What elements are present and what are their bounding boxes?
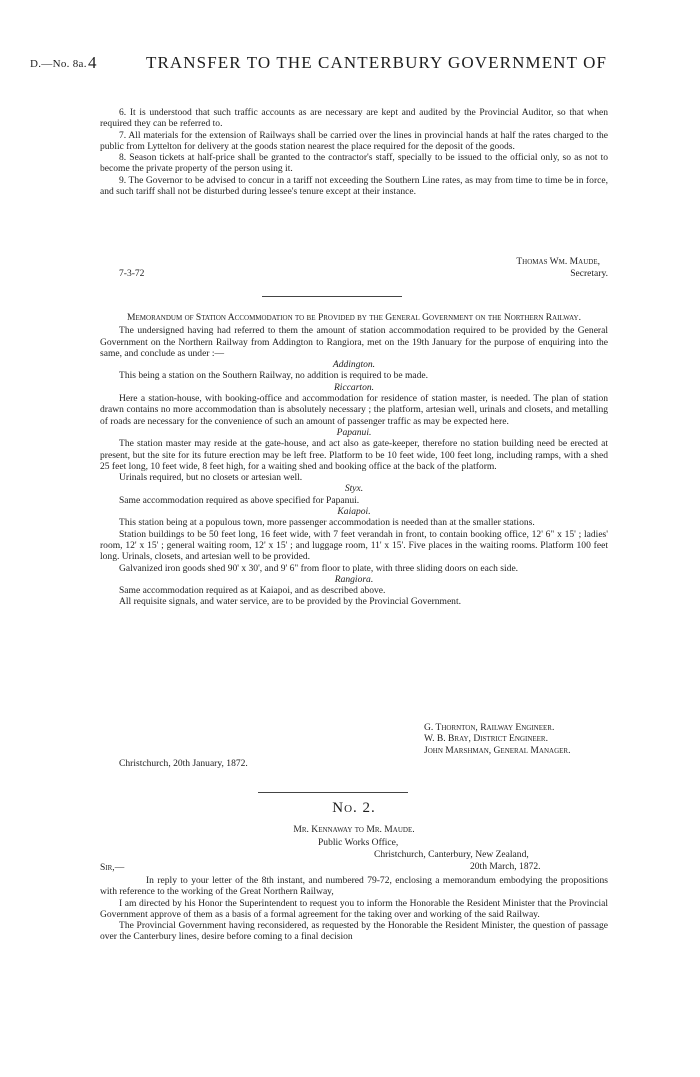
letter-paragraph: The Provincial Government having reconsidered, as requested by the Honorable the Resident Minister, the question of passage over the Canterbury lines, desire before coming to a final decision	[100, 920, 608, 943]
station-text-riccarton: Here a station-house, with booking-office and accommodation for residence of station master, is needed. The plan of station drawn contains no more accommodation than is absolutely necessary ; the platform, artesian well, urinals and closets, and metalling of roads are necessary for the convenience of such an amount of passenger traffic as may be expected here.	[100, 393, 608, 427]
station-text-rangiora: Same accommodation required as at Kaiapoi, and as described above.	[119, 585, 386, 597]
letter-salutation: Sir,—	[100, 862, 125, 873]
letter-from-to: Mr. Kennaway to Mr. Maude.	[293, 824, 415, 835]
memorandum-intro: The undersigned having had referred to them the amount of station accommodation required to be provided by the General Government on the Northern Railway from Addington to Rangiora, met on the 19th January for the purpose of enquiring into the same, and conclude as under :—	[100, 325, 608, 359]
station-text-papanui-2: Urinals required, but no closets or artesian well.	[119, 472, 303, 484]
signatory-title: Secretary.	[570, 268, 608, 279]
station-heading-addington: Addington.	[332, 359, 376, 371]
station-heading-kaiapoi: Kaiapoi.	[337, 506, 371, 518]
memorandum-section	[100, 312, 608, 608]
signature-district-engineer: W. B. Bray, District Engineer.	[424, 733, 548, 745]
letter-office: Public Works Office,	[318, 837, 399, 848]
letter-date: 20th March, 1872.	[470, 861, 541, 872]
condition-item: 7. All materials for the extension of Railways shall be carried over the lines in provincial hands at half the rates charged to the public from Lyttelton for delivery at the goods station nearest the place required for the deposit of the goods.	[100, 129, 608, 152]
station-text-kaiapoi-2: Station buildings to be 50 feet long, 16 feet wide, with 7 feet verandah in front, to contain booking office, 12' 6" x 15' ; ladies' room, 12' x 15' ; general waiting room, 12' x 15' ; and luggage room, 11' x 15'. Five places in the waiting rooms. Platform 100 feet long. Urinals, closets, and artesian well to be provided.	[100, 528, 608, 563]
station-text-addington: This being a station on the Southern Railway, no addition is required to be made.	[119, 370, 429, 382]
condition-item: 8. Season tickets at half-price shall be granted to the contractor's staff, specially to be issued to the official only, so as not to become the private property of the person using it.	[100, 152, 608, 175]
conditions-signature-block	[100, 256, 608, 282]
letter-number: No. 2.	[332, 800, 376, 816]
conditions-date: 7-3-72	[119, 268, 145, 279]
condition-item: 6. It is understood that such traffic accounts as are necessary are kept and audited by the Provincial Auditor, so that when required they can be referred to.	[100, 107, 608, 130]
station-text-kaiapoi-3: Galvanized iron goods shed 90' x 30', and 9' 6" from floor to plate, with three sliding doors on each side.	[119, 562, 519, 574]
running-title: TRANSFER TO THE CANTERBURY GOVERNMENT OF	[146, 53, 608, 72]
station-heading-papanui: Papanui.	[336, 426, 372, 438]
document-reference: D.—No. 8a.	[30, 58, 87, 70]
page-number: 4	[88, 53, 97, 72]
station-text-rangiora-2: All requisite signals, and water service, are to be provided by the Provincial Government.	[119, 596, 461, 608]
memorandum-place-date: Christchurch, 20th January, 1872.	[119, 758, 248, 769]
station-heading-styx: Styx.	[344, 483, 364, 495]
station-text-kaiapoi: This station being at a populous town, more passenger accommodation is needed than at the smaller stations.	[119, 517, 535, 529]
letter-address: Christchurch, Canterbury, New Zealand,	[374, 849, 529, 860]
signatory-name: Thomas Wm. Maude,	[516, 256, 600, 267]
signature-general-manager: John Marshman, General Manager.	[424, 744, 571, 756]
condition-item: 9. The Governor to be advised to concur in a tariff not exceeding the Southern Line rates, as may from time to time be in force, and such tariff shall not be disturbed during lessee's tenure except at their instance.	[100, 174, 608, 198]
memorandum-heading: Memorandum of Station Accommodation to be Provided by the General Government on the Northern Railway.	[127, 312, 581, 323]
section-divider	[262, 296, 402, 297]
memorandum-signatures	[424, 722, 624, 756]
station-heading-rangiora: Rangiora.	[334, 573, 374, 585]
station-text-styx: Same accommodation required as above specified for Papanui.	[119, 494, 360, 506]
section-divider	[258, 792, 408, 793]
letter-paragraph: In reply to your letter of the 8th instant, and numbered 79-72, enclosing a memorandum embodying the propositions with reference to the working of the Great Northern Railway,	[100, 875, 608, 898]
page-header	[30, 52, 670, 80]
station-heading-riccarton: Riccarton.	[333, 381, 375, 393]
station-text-papanui: The station master may reside at the gate-house, and act also as gate-keeper, therefore no station building need be erected at present, but the site for its future erection may be left free. Platform to be 10 feet wide, 100 feet long, including ramps, with a shed 25 feet long, 10 feet wide, 8 feet high, for a waiting shed and booking office at the back of the platform.	[100, 438, 608, 472]
conditions-section	[100, 107, 608, 197]
signature-engineer: G. Thornton, Railway Engineer.	[424, 722, 555, 733]
letter-body	[100, 875, 608, 943]
letter-paragraph: I am directed by his Honor the Superintendent to request you to inform the Honorable the Resident Minister that the Provincial Government approve of them as a basis of a formal agreement for the taking over and working of the said Railway.	[100, 897, 608, 920]
